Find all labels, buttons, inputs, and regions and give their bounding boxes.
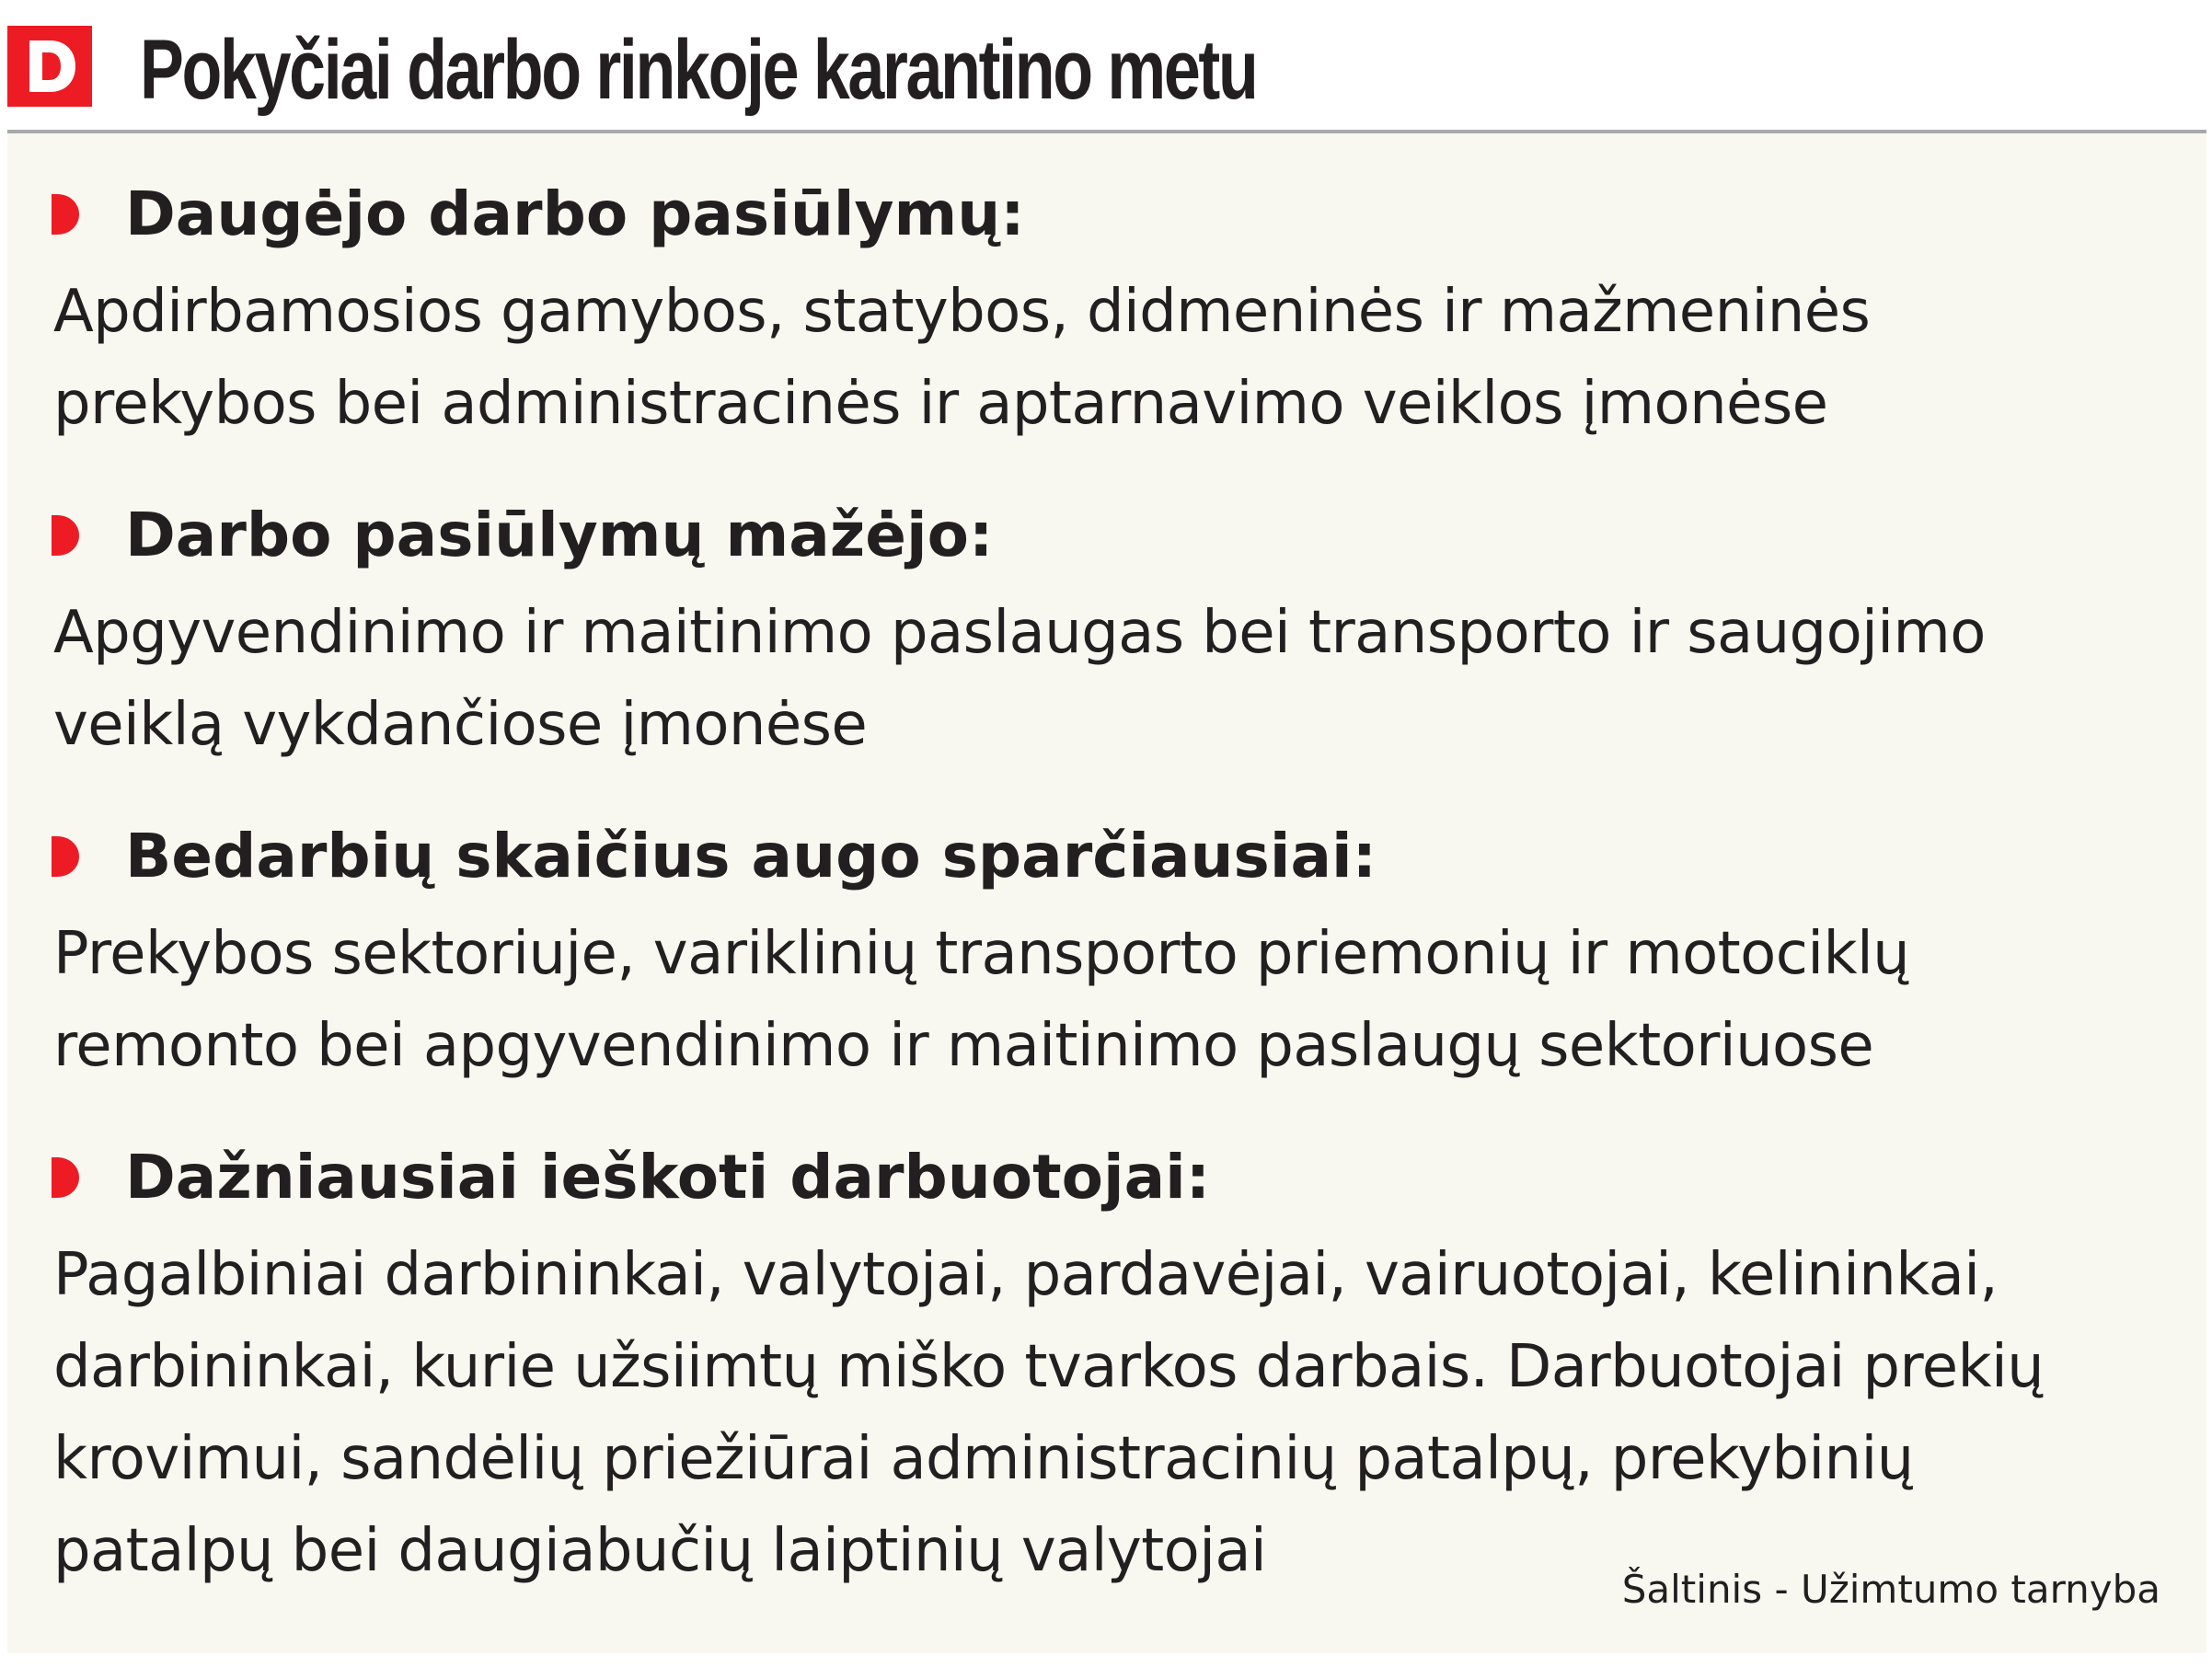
body-line: Apgyvendinimo ir maitinimo paslaugas bei transporto ir saugojimo [53,599,1986,667]
body-line: remonto bei apgyvendinimo ir maitinimo paslaugų sektoriuose [53,1012,1874,1080]
body-line: krovimui, sandėlių priežiūrai administracinių patalpų, prekybinių [53,1425,1914,1493]
section-heading: Dažniausiai ieškoti darbuotojai: [125,1142,1211,1213]
section-body [53,908,1909,1092]
section-heading: Daugėjo darbo pasiūlymų: [125,178,1025,249]
d-letter-icon [7,26,92,107]
body-line: darbininkai, kurie užsiimtų miško tvarkos darbais. Darbuotojai prekių [53,1333,2045,1401]
body-line: Prekybos sektoriuje, variklinių transporto priemonių ir motociklų [53,920,1910,988]
page-title: Pokyčiai darbo rinkoje karantino metu [140,23,1257,117]
section-body [53,266,1870,450]
section-heading: Bedarbių skaičius augo sparčiausiai: [125,821,1377,891]
section-body [53,587,1986,771]
section-heading: Darbo pasiūlymų mažėjo: [125,500,994,570]
red-bullet-icon [52,836,79,877]
section-body [53,1229,2044,1597]
red-bullet-icon [52,515,79,556]
red-bullet-icon [52,194,79,235]
header [0,0,2212,129]
body-line: veiklą vykdančiose įmonėse [53,691,868,759]
content-panel [7,133,2206,1653]
body-line: Apdirbamosios gamybos, statybos, didmeninės ir mažmeninės [53,278,1871,346]
body-line: Pagalbiniai darbininkai, valytojai, pardavėjai, vairuotojai, kelininkai, [53,1241,1999,1309]
body-line: prekybos bei administracinės ir aptarnavimo veiklos įmonėse [53,370,1828,438]
red-bullet-icon [52,1157,79,1198]
source-credit: Šaltinis - Užimtumo tarnyba [1621,1567,2160,1612]
body-line: patalpų bei daugiabučių laiptinių valytojai [53,1517,1267,1585]
delfi-logo-icon [7,26,92,107]
